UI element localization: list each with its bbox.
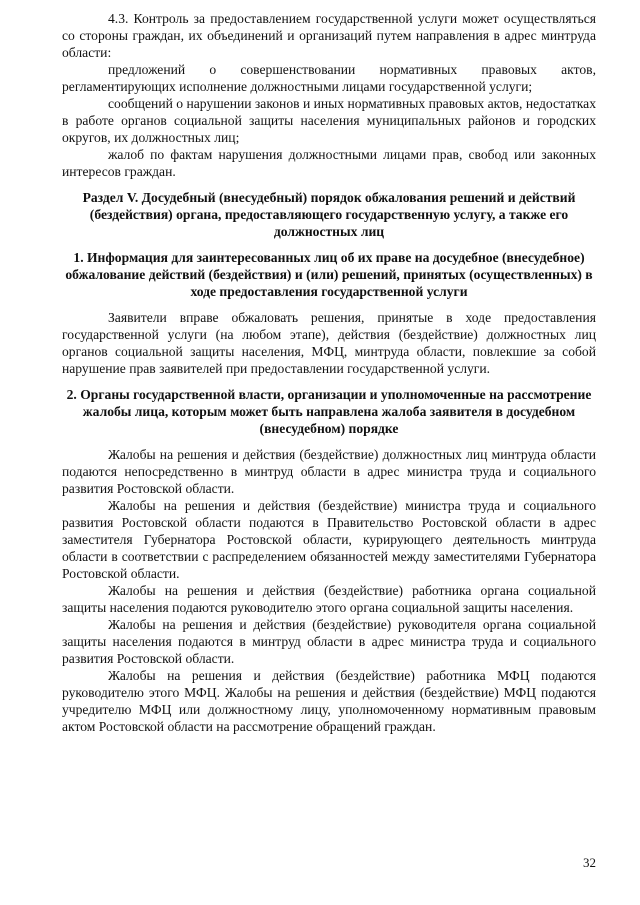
section-4-3-intro: 4.3. Контроль за предоставлением государственной услуги может осуществляться со стороны граждан, их объединений и организаций путем направления в адрес минтруда области: (62, 11, 596, 60)
section-4-3-item: сообщений о нарушении законов и иных нормативных правовых актов, недостатках в работе органов социальной защиты населения муниципальных районов и городских округов, их должностных лиц; (62, 96, 596, 145)
page-number: 32 (583, 855, 596, 870)
subsection-2-paragraph: Жалобы на решения и действия (бездействие) работника МФЦ подаются руководителю этого МФЦ. Жалобы на решения и действия (бездействие) МФЦ подаются учредителю МФЦ или должностному лицу, уполномоченному нормативным правовым актом Ростовской области на рассмотрение обращений граждан. (62, 668, 596, 734)
section-v-heading: Раздел V. Досудебный (внесудебный) порядок обжалования решений и действий (бездействия) органа, предоставляющего государственную услугу, а также его должностных лиц (82, 190, 576, 239)
subsection-2-heading: 2. Органы государственной власти, организации и уполномоченные на рассмотрение жалобы лица, которым может быть направлена жалоба заявителя в досудебном (внесудебном) порядке (66, 387, 592, 436)
section-4-3-item: предложений о совершенствовании нормативных правовых актов, регламентирующих исполнение должностными лицами государственной услуги; (62, 62, 596, 94)
section-4-3-item: жалоб по фактам нарушения должностными лицами прав, свобод или законных интересов граждан. (62, 147, 596, 179)
subsection-2-paragraph: Жалобы на решения и действия (бездействие) работника органа социальной защиты населения подаются руководителю этого органа социальной защиты населения. (62, 583, 596, 615)
subsection-2-paragraph: Жалобы на решения и действия (бездействие) руководителя органа социальной защиты населения подаются в минтруд области в адрес министра труда и социального развития Ростовской области. (62, 617, 596, 666)
subsection-2-paragraph: Жалобы на решения и действия (бездействие) министра труда и социального развития Ростовской области подаются в Правительство Ростовской области в адрес заместителя Губернатора Ростовской области, курирующего деятельность минтруда области в соответствии с распределением обязанностей между заместителями Губернатора Ростовской области. (62, 498, 596, 581)
subsection-2-paragraph: Жалобы на решения и действия (бездействие) должностных лиц минтруда области подаются непосредственно в минтруд области в адрес министра труда и социального развития Ростовской области. (62, 447, 596, 496)
subsection-1-paragraph: Заявители вправе обжаловать решения, принятые в ходе предоставления государственной услуги (на любом этапе), действия (бездействие) должностных лиц органов социальной защиты населения, МФЦ, минтруда области, повлекшие за собой нарушение прав заявителей при предоставлении государственной услуги. (62, 310, 596, 376)
subsection-1-heading: 1. Информация для заинтересованных лиц об их праве на досудебное (внесудебное) обжалование действий (бездействия) и (или) решений, принятых (осуществленных) в ходе предоставления государственной услуги (65, 250, 593, 299)
